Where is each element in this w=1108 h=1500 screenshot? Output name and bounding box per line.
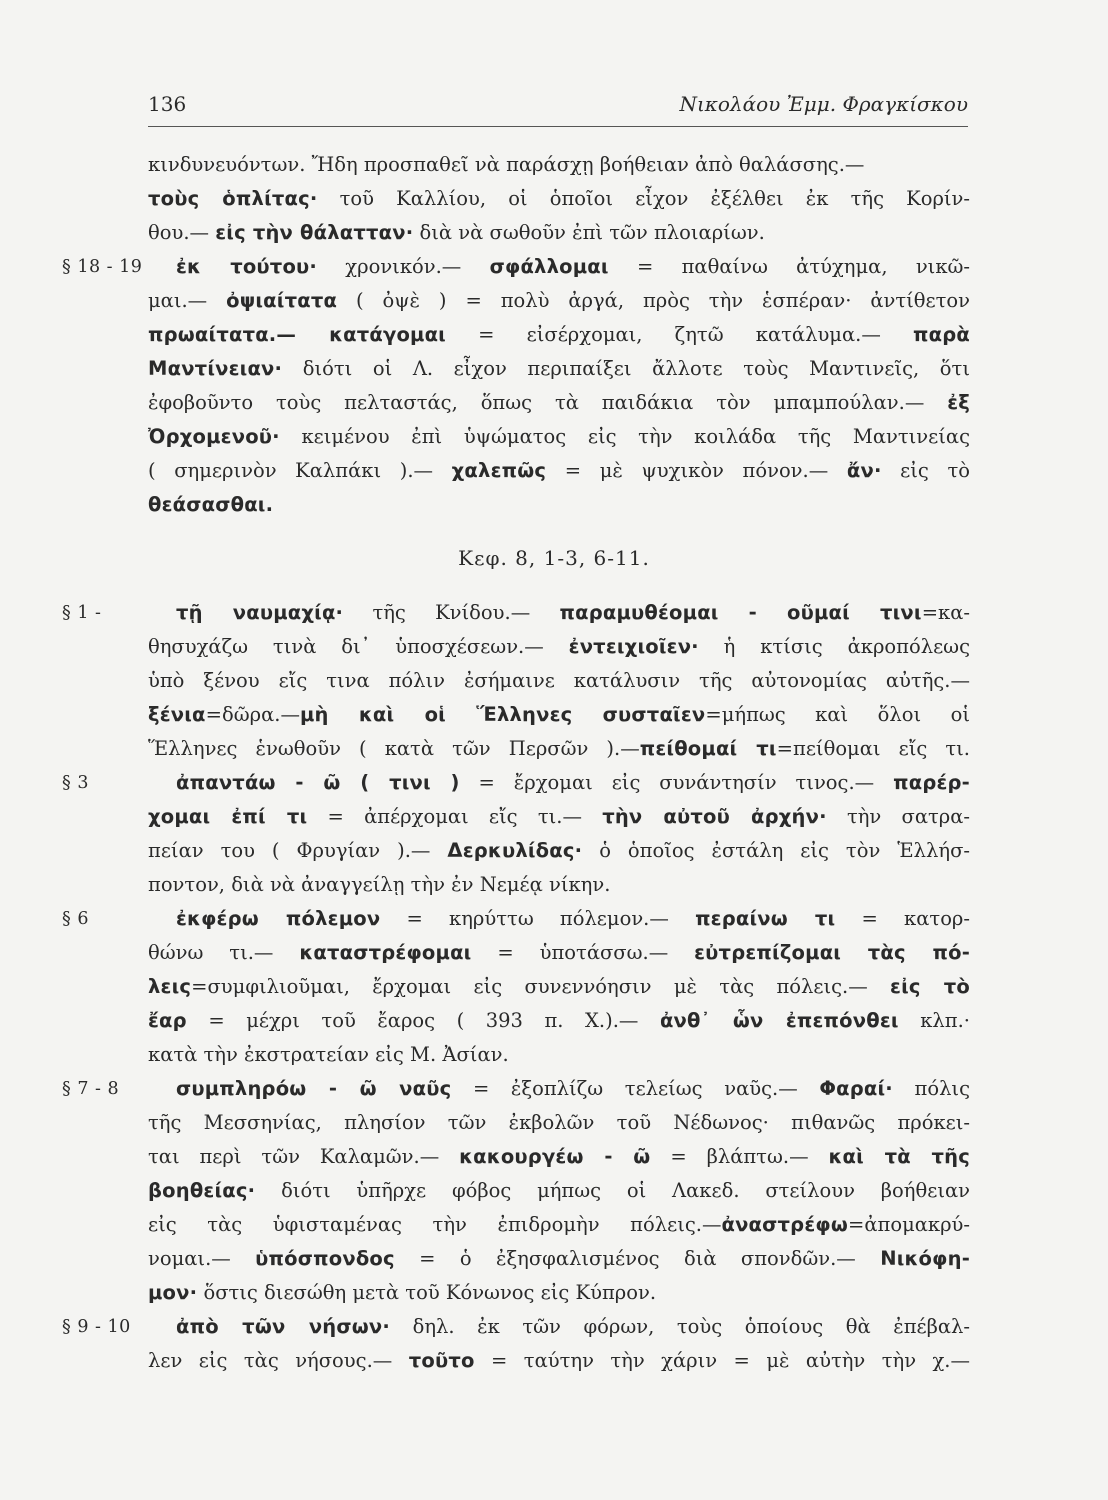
lemma: ἔαρ [148,1009,187,1032]
lemma: ἐκφέρω πόλεμον [176,907,381,930]
line-text [148,488,970,522]
text-line [0,630,1108,664]
text-line [0,664,1108,698]
paragraph-reference: § 7 - 8 [62,1079,120,1099]
text-line [0,1004,1108,1038]
text-line [0,352,1108,386]
lemma: εἰς τὴν θάλατταν· [215,221,414,244]
gloss: ται περὶ τῶν Καλαμῶν.— [148,1145,460,1168]
paragraph-reference: § 9 - 10 [62,1317,131,1337]
gloss: =κα- [921,601,971,624]
text-line [0,488,1108,522]
line-text [148,732,970,766]
gloss: εἰς τὸ [881,459,970,482]
line-text [148,182,970,216]
line-text [148,1208,970,1242]
lemma: Φαραί· [819,1077,893,1100]
lemma: ἀνθ᾽ ὧν ἐπεπόνθει [659,1009,899,1032]
lemma: Νικόφη- [880,1247,970,1270]
line-text [148,664,970,698]
text-line [0,936,1108,970]
gloss: διότι ὑπῆρχε φόβος μήπως οἱ Λακεδ. στείλουν βοήθειαν [255,1179,970,1202]
text-line [0,420,1108,454]
gloss: ( ὀψὲ ) = πολὺ ἀργά, πρὸς τὴν ἑσπέραν· ἀντίθετον [337,289,971,312]
gloss: = εἰσέρχομαι, ζητῶ κατάλυμα.— [445,323,913,346]
gloss: διὰ νὰ σωθοῦν ἐπὶ τῶν πλοιαρίων. [413,221,765,244]
gloss: =πείθομαι εἴς τι. [776,737,970,760]
text-line [0,1208,1108,1242]
line-text [148,318,970,352]
lemma: πρωαίτατα.— κατάγομαι [148,323,446,346]
lemma: τοῦτο [408,1349,475,1372]
lemma: Μαντίνειαν· [148,357,283,380]
text-line [0,732,1108,766]
text-line [0,1072,1108,1106]
line-text [176,1072,970,1106]
lemma: πείθομαί τι [639,737,777,760]
text-line [0,970,1108,1004]
lemma: ἀπαντάω - ῶ ( τινι ) [176,771,460,794]
gloss: λεν εἰς τὰς νήσους.— [148,1349,409,1372]
gloss: χρονικόν.— [317,255,490,278]
lemma: παραμυθέομαι - οῦμαί τινι [559,601,922,624]
text-line [0,800,1108,834]
line-text [148,216,970,250]
gloss: διότι οἱ Λ. εἶχον περιπαίξει ἄλλοτε τοὺς Μαντινεῖς, ὅτι [282,357,970,380]
line-text [148,386,970,420]
gloss: εἰς τὰς ὑφισταμένας τὴν ἐπιδρομὴν πόλεις.— [148,1213,722,1236]
gloss: =μήπως καὶ ὅλοι οἱ [705,703,970,726]
text-line [0,1276,1108,1310]
line-text [176,1310,970,1344]
lemma: συμπληρόω - ῶ ναῦς [176,1077,452,1100]
text-line [0,148,1108,182]
lemma: ἐντειχιοῖεν· [568,635,699,658]
lemma: τοὺς ὁπλίτας· [148,187,318,210]
lemma: παρέρ- [893,771,970,794]
line-text [148,454,970,488]
line-text [148,800,970,834]
gloss: τοῦ Καλλίου, οἱ ὁποῖοι εἶχον ἐξέλθει ἐκ τῆς Κορίν- [317,187,970,210]
gloss: νομαι.— [148,1247,256,1270]
lemma: καὶ τὰ τῆς [828,1145,971,1168]
text-line [0,318,1108,352]
lemma: Δερκυλίδας· [447,839,583,862]
line-text [176,250,970,284]
lemma: σφάλλομαι [489,255,609,278]
lemma: εἰς τὸ [890,975,970,998]
lemma: καταστρέφομαι [299,941,472,964]
text-line [0,1174,1108,1208]
line-text [148,1174,970,1208]
gloss: ( σημερινὸν Καλπάκι ).— [148,459,452,482]
paragraph-reference: § 18 - 19 [62,257,143,277]
gloss: = ταύτην τὴν χάριν = μὲ αὐτὴν τὴν χ.— [474,1349,971,1372]
lemma: ἄν· [846,459,882,482]
lemma: ὑπόσπονδος [255,1247,395,1270]
gloss: =ἀπομακρύ- [848,1213,970,1236]
text-line [0,1344,1108,1378]
paragraph-reference: § 3 [62,773,89,793]
lemma: τὴν αὐτοῦ ἀρχήν· [602,805,827,828]
line-text [148,1344,970,1378]
text-line [0,596,1108,630]
gloss: ὁ ὁποῖος ἐστάλη εἰς τὸν Ἑλλήσ- [582,839,970,862]
line-text [148,868,970,902]
gloss: = ἔρχομαι εἰς συνάντησίν τινος.— [459,771,894,794]
lemma: ἐκ τούτου· [176,255,318,278]
line-text [148,936,970,970]
lemma: Ὀρχομενοῦ· [148,425,280,448]
gloss: δηλ. ἐκ τῶν φόρων, τοὺς ὁποίους θὰ ἐπέβαλ- [390,1315,971,1338]
gloss: = ὑποτάσσω.— [471,941,695,964]
gloss: = μέχρι τοῦ ἔαρος ( 393 π. Χ.).— [186,1009,660,1032]
line-text [148,834,970,868]
text-line [0,766,1108,800]
text-line [0,834,1108,868]
lemma: μὴ καὶ οἱ Ἕλληνες συσταῖεν [299,703,706,726]
text-line [0,182,1108,216]
line-text [148,1004,970,1038]
text-line [0,902,1108,936]
gloss: θώνω τι.— [148,941,300,964]
gloss: = ἐξοπλίζω τελείως ναῦς.— [451,1077,820,1100]
lemma: βοηθείας· [148,1179,256,1202]
gloss: =συμφιλιοῦμαι, ἔρχομαι εἰς συνεννόησιν μὲ τὰς πόλεις.— [191,975,891,998]
gloss: Ἕλληνες ἑνωθοῦν ( κατὰ τῶν Περσῶν ).— [148,737,640,760]
gloss: τῆς Κνίδου.— [343,601,560,624]
gloss: = κατορ- [835,907,970,930]
gloss: πείαν του ( Φρυγίαν ).— [148,839,448,862]
lemma: χαλεπῶς [451,459,547,482]
line-text [176,766,970,800]
page-header [148,92,968,127]
gloss: κινδυνευόντων. Ἤδη προσπαθεῖ νὰ παράσχῃ βοήθειαν ἀπὸ θαλάσσης.— [148,153,865,176]
text-line [0,1310,1108,1344]
gloss: πόλις [892,1077,970,1100]
gloss: ὅστις διεσώθη μετὰ τοῦ Κόνωνος εἰς Κύπρον. [197,1281,657,1304]
gloss: ὑπὸ ξένου εἴς τινα πόλιν ἐσήμαινε κατάλυσιν τῆς αὐτονομίας αὐτῆς.— [148,669,970,692]
lemma: κακουργέω - ῶ [459,1145,651,1168]
gloss: ποντον, διὰ νὰ ἀναγγείλῃ τὴν ἐν Νεμέᾳ νίκην. [148,873,611,896]
lemma: ἀναστρέφω [721,1213,848,1236]
lemma: τῇ ναυμαχίᾳ· [176,601,344,624]
gloss: = βλάπτω.— [650,1145,829,1168]
text-line [0,250,1108,284]
gloss: = ὁ ἐξησφαλισμένος διὰ σπονδῶν.— [394,1247,881,1270]
text-line [0,1242,1108,1276]
gloss: = παθαίνω ἀτύχημα, νικῶ- [608,255,970,278]
gloss: τῆς Μεσσηνίας, πλησίον τῶν ἐκβολῶν τοῦ Νέδωνος· πιθανῶς πρόκει- [148,1111,970,1134]
gloss: θου.— [148,221,216,244]
gloss: κειμένου ἐπὶ ὑψώματος εἰς τὴν κοιλάδα τῆς Μαντινείας [279,425,970,448]
line-text [148,698,970,732]
gloss: κλπ.· [898,1009,971,1032]
line-text [148,1106,970,1140]
gloss: τὴν σατρα- [826,805,971,828]
lemma: περαίνω τι [695,907,836,930]
text-line [0,216,1108,250]
gloss: κατὰ τὴν ἐκστρατείαν εἰς Μ. Ἀσίαν. [148,1043,509,1066]
text-line [0,868,1108,902]
line-text [148,630,970,664]
text-line [0,454,1108,488]
lemma: θεάσασθαι. [148,493,274,516]
gloss: ἐφοβοῦντο τοὺς πελταστάς, ὅπως τὰ παιδάκια τὸν μπαμπούλαν.— [148,391,948,414]
text-line [0,386,1108,420]
page-number: 136 [148,92,187,116]
text-line [0,284,1108,318]
gloss: = μὲ ψυχικὸν πόνον.— [546,459,847,482]
text-line [0,1140,1108,1174]
gloss: = κηρύττω πόλεμον.— [380,907,696,930]
paragraph-reference: § 6 [62,909,89,929]
lemma: χομαι ἐπί τι [148,805,308,828]
line-text [148,284,970,318]
gloss: = ἀπέρχομαι εἴς τι.— [307,805,603,828]
line-text [176,596,970,630]
running-title: Νικολάου Ἐμμ. Φραγκίσκου [679,92,968,116]
lemma: ξένια [148,703,206,726]
lemma: μον· [148,1281,198,1304]
gloss: θησυχάζω τινὰ δι᾽ ὑποσχέσεων.— [148,635,569,658]
line-text [176,902,970,936]
lemma: ἀπὸ τῶν νήσων· [176,1315,391,1338]
gloss: μαι.— [148,289,227,312]
line-text [148,1140,970,1174]
lemma: ἐξ [947,391,970,414]
line-text [148,148,970,182]
text-line [0,698,1108,732]
chapter-heading: Κεφ. 8, 1-3, 6-11. [458,546,650,570]
line-text [148,352,970,386]
line-text [148,1276,970,1310]
line-text [148,1038,970,1072]
text-line [0,1106,1108,1140]
gloss: =δῶρα.— [205,703,300,726]
line-text [148,1242,970,1276]
lemma: ὀψιαίτατα [226,289,338,312]
lemma: λεις [148,975,192,998]
lemma: εὐτρεπίζομαι τὰς πό- [694,941,970,964]
line-text [148,420,970,454]
paragraph-reference: § 1 - [62,603,102,623]
gloss: ἡ κτίσις ἀκροπόλεως [698,635,970,658]
lemma: παρὰ [913,323,970,346]
line-text [148,970,970,1004]
text-line [0,1038,1108,1072]
